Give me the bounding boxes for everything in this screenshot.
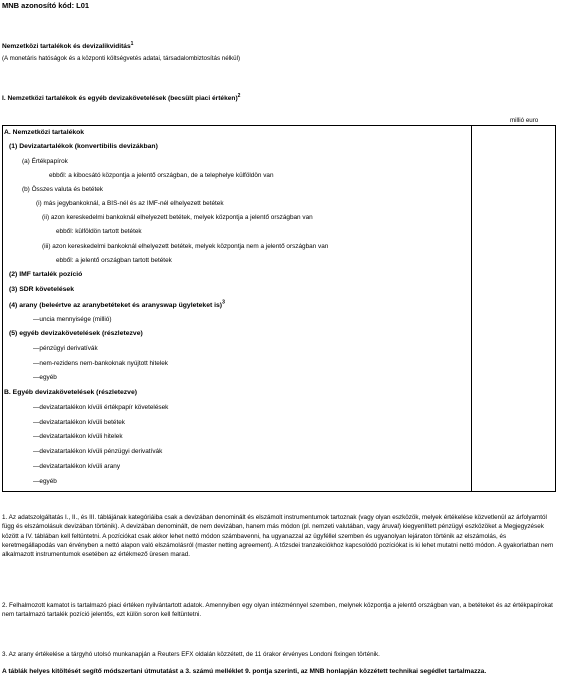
table-row: (ii) azon kereskedelmi bankoknál elhelyezett betétek, melyek központja a jelentő országban van [42,214,313,221]
table-row: A. Nemzetközi tartalékok [4,129,85,136]
table-row: —egyéb [33,478,57,485]
table-row: —pénzügyi derivatívák [33,345,98,352]
table-row: —devizatartalékon kívüli arany [33,463,121,470]
table-row: —devizatartalékon kívüli értékpapír követelések [33,404,169,411]
table-row: (i) más jegybankoknál, a BIS-nél és az IMF-nél elhelyezett betétek [36,200,224,207]
table-row: (3) SDR követelések [9,286,74,293]
table-row: (a) Értékpapírok [22,158,68,165]
footnote-ref-3: 3 [222,299,225,306]
table-row: (iii) azon kereskedelmi bankoknál elhelyezett betétek, melyek központja nem a jelentő országban van [42,243,329,250]
table-row: (2) IMF tartalék pozíció [9,271,83,278]
page-title-text: Nemzetközi tartalékok és devizalikviditás [2,43,131,50]
table-row: —devizatartalékon kívüli pénzügyi derivatívák [33,448,163,455]
unit-label: millió euro [510,117,539,124]
table-row: ebből: a kibocsátó központja a jelentő országban, de a telephelye külföldön van [49,172,274,179]
reserves-table [2,125,556,492]
table-row [9,299,225,310]
table-row: —uncia mennyisége (millió) [33,316,112,323]
closing-note: A táblák helyes kitöltését segítő módszertani útmutatást a 3. számú melléklet 9. pontja szerinti, az MNB honlapján közzétett technikai segédlet tartalmazza. [2,668,487,675]
table-row-text: (4) arany (beleértve az aranybetéteket és aranyswap ügyleteket is) [9,302,223,309]
footnote-3: 3. Az arany értékelése a tárgyhó utolsó munkanapján a Reuters EFX oldalán közzétett, de 11 órakor érvényes Londoni fixingen történik. [2,651,380,658]
section-heading [2,92,241,102]
value-column-divider [471,126,472,491]
table-row: —devizatartalékon kívüli betétek [33,419,126,426]
footnote-2: 2. Felhalmozott kamatot is tartalmazó piaci értéken nyilvántartott adatok. Amennyiben egy olyan intézménnyel szemben, melynek központja a jelentő országban van, a betéteket és az értékpapírokat nem tartalmazó tartalék pozíció jelentős, ezt külön soron kell feltüntetni. [2,602,553,619]
footnote-ref-2: 2 [237,92,241,99]
section-heading-text: I. Nemzetközi tartalékok és egyéb devizakövetelések (becsült piaci értéken) [2,95,238,102]
table-row: ebből: a jelentő országban tartott betétek [56,257,172,264]
table-row: B. Egyéb devizakövetelések (részletezve) [4,389,137,396]
footnote-ref-1: 1 [130,40,134,47]
table-row: ebből: külföldön tartott betétek [56,228,142,235]
table-row: —nem-rezidens nem-bankoknak nyújtott hitelek [33,360,168,367]
page-subtitle: (A monetáris hatóságok és a központi költségvetés adatai, társadalombiztosítás nélkül) [2,55,241,62]
page-title [2,40,134,50]
table-row: (b) Összes valuta és betétek [22,186,103,193]
table-row: —egyéb [33,374,57,381]
table-row: (5) egyéb devizakövetelések (részletezve) [9,330,143,337]
footnote-1: 1. Az adatszolgáltatás I., II., és III. táblájának kategóriáiba csak a devizában denominált és elszámolt instrumentumok tartoznak (vagy olyan eszközök, melyek értékelése közvetlenül az árfolyamtól függ és elszámolásuk devizában történik). A devizában denominált, de nem devizában, hanem más módon (pl. nemzeti valutában, vagy áruval) kiegyenlített pénzügyi eszközöket a Megjegyzések között a IV. táblában kell feltüntetni. A pozíciókat csak akkor lehet nettó módon számbavenni, ha ugyanazzal az ügyféllel szemben és ugyanolyan lejáraton történik az elszámolás, és keretmegállapodás van érvényben a nettó alapon való elszámolásról (master netting agreement). A tőzsdei tranzakciókhoz kapcsolódó pozíciókat is ki lehet mutatni nettó módon. A gyakorlatban nem alkalmazott instrumentumok esetében az értékmező üresen marad. [2,514,554,559]
table-row: —devizatartalékon kívüli hitelek [33,433,123,440]
table-row: (1) Devizatartalékok (konvertibilis devizákban) [9,143,158,150]
form-code-label: MNB azonosító kód: L01 [2,1,90,10]
